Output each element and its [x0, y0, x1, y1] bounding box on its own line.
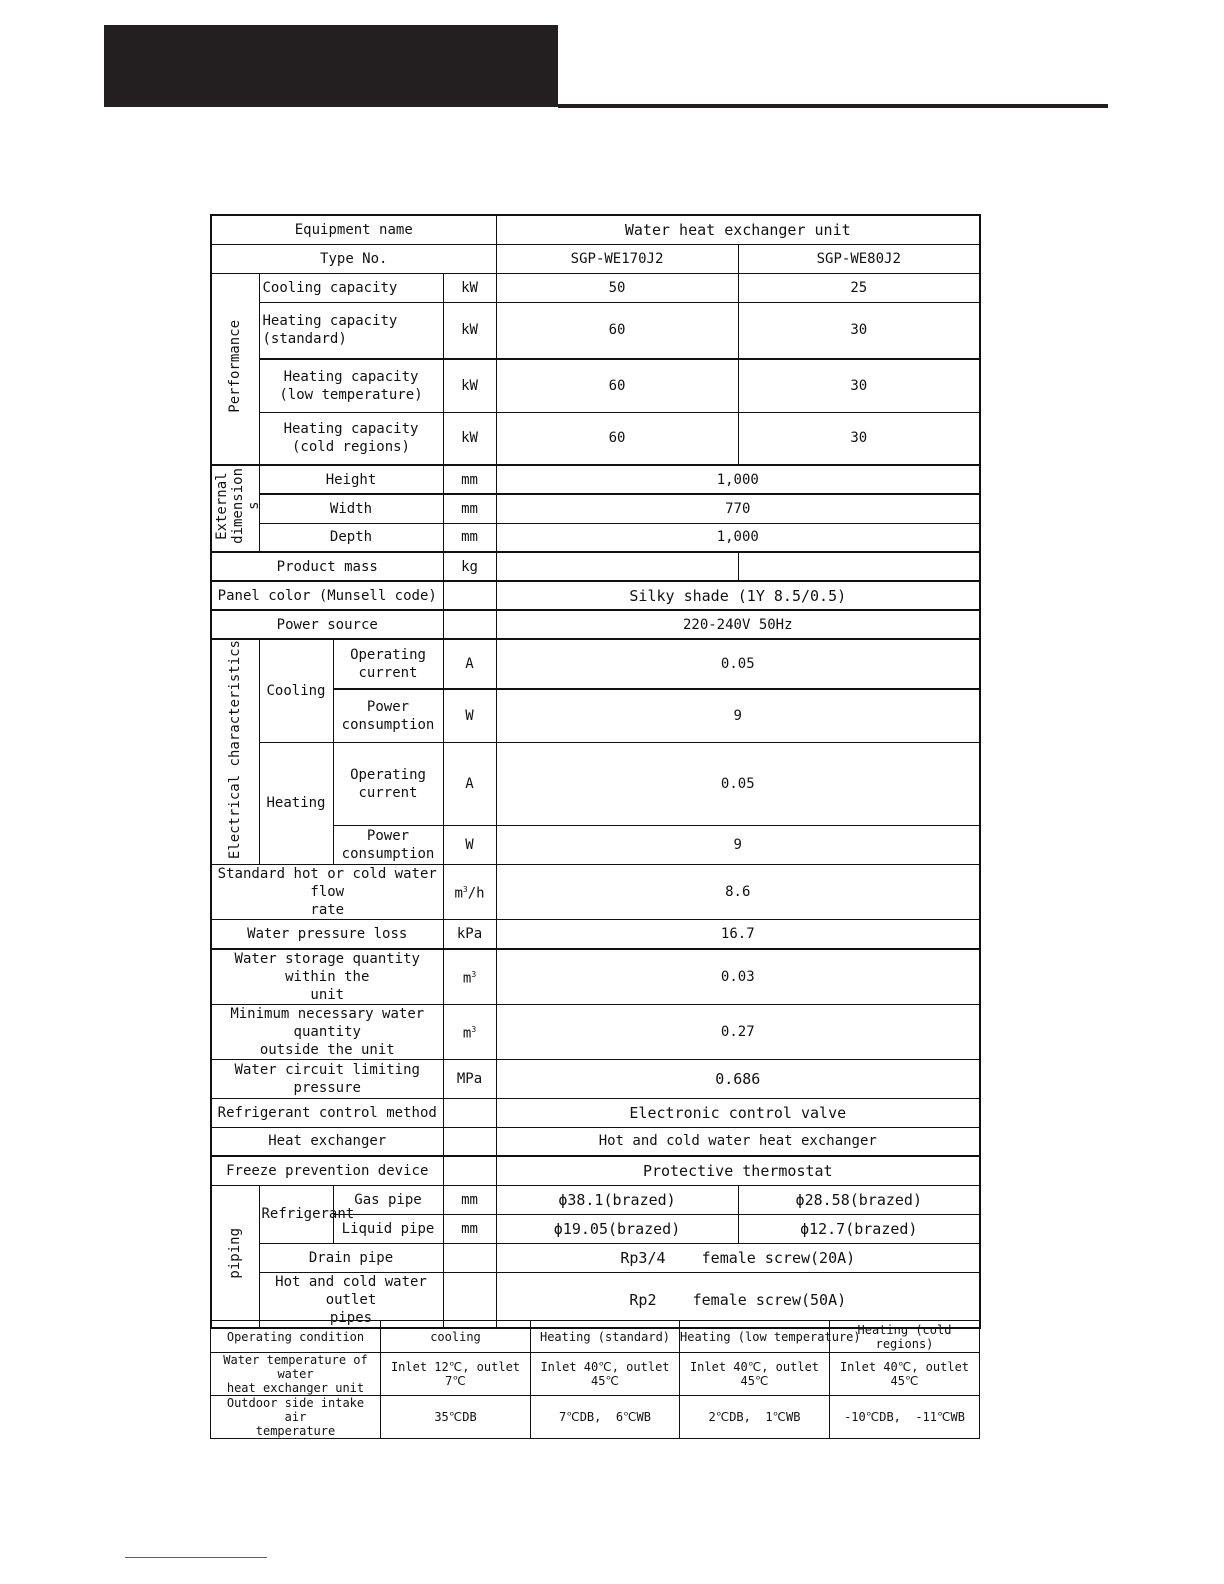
cell: Inlet 40℃, outlet 45℃	[680, 1353, 830, 1396]
table-row	[211, 494, 980, 523]
unit	[443, 581, 496, 610]
unit: kW	[443, 412, 496, 465]
table-row	[211, 581, 980, 610]
value: 0.05	[496, 742, 980, 826]
value: 1,000	[496, 523, 980, 552]
value: Rp3/4 female screw(20A)	[496, 1243, 980, 1272]
table-row	[211, 1127, 980, 1156]
value: 30	[738, 412, 980, 465]
freeze-label: Freeze prevention device	[211, 1156, 443, 1185]
power-consumption-label: Power consumption	[333, 689, 443, 742]
table-row	[211, 302, 980, 359]
table-row	[211, 1396, 980, 1439]
unit: $m^3$	[443, 949, 496, 1005]
value: Electronic control valve	[496, 1098, 980, 1127]
header-cell: Heating (cold regions)	[830, 1321, 980, 1353]
unit: A	[443, 742, 496, 826]
value	[496, 552, 738, 581]
value: 1,000	[496, 465, 980, 494]
value: 60	[496, 359, 738, 412]
gas-pipe-label: Gas pipe	[333, 1185, 443, 1214]
row-label: Outdoor side intake air temperature	[211, 1396, 381, 1439]
min-water-label: Minimum necessary water quantity outside the unit	[211, 1004, 443, 1059]
value: 50	[496, 273, 738, 302]
unit: mm	[443, 1185, 496, 1214]
value: ϕ12.7(brazed)	[738, 1214, 980, 1243]
specifications-table	[210, 214, 981, 1329]
unit: W	[443, 826, 496, 865]
unit: $m^3$	[443, 1004, 496, 1059]
panel-color-label: Panel color (Munsell code)	[211, 581, 443, 610]
unit: kPa	[443, 920, 496, 949]
cell: Inlet 40℃, outlet 45℃	[531, 1353, 680, 1396]
value: 8.6	[496, 865, 980, 920]
heating-capacity-low-label	[259, 359, 443, 412]
value: 30	[738, 302, 980, 359]
table-row	[211, 639, 980, 689]
storage-label: Water storage quantity within the unit	[211, 949, 443, 1005]
refrigerant-label: Refrigerant	[259, 1185, 333, 1243]
header-cell: Heating (standard)	[531, 1321, 680, 1353]
table-row	[211, 273, 980, 302]
table-row	[211, 920, 980, 949]
label-line: Heating capacity	[283, 368, 419, 385]
header-title-block	[104, 25, 558, 107]
value: 0.05	[496, 639, 980, 689]
unit: kW	[443, 273, 496, 302]
model-2: SGP-WE80J2	[738, 244, 980, 273]
value: 60	[496, 412, 738, 465]
table-row	[211, 1185, 980, 1214]
cooling-label: Cooling	[259, 639, 333, 742]
cell: -10℃DB, -11℃WB	[830, 1396, 980, 1439]
table-row	[211, 523, 980, 552]
electrical-group-label: Electrical characteristics	[227, 640, 244, 860]
power-consumption-label: Power consumption	[333, 826, 443, 865]
value: 30	[738, 359, 980, 412]
table-row	[211, 949, 980, 1005]
value: 770	[496, 494, 980, 523]
cooling-capacity-label: Cooling capacity	[259, 273, 443, 302]
unit: kW	[443, 302, 496, 359]
table-row	[211, 610, 980, 639]
value: Rp2 female screw(50A)	[496, 1272, 980, 1328]
table-row	[211, 465, 980, 494]
unit: W	[443, 689, 496, 742]
operating-current-label: Operating current	[333, 639, 443, 689]
value: Protective thermostat	[496, 1156, 980, 1185]
unit	[443, 1243, 496, 1272]
value: 9	[496, 826, 980, 865]
table-row	[211, 244, 980, 273]
liquid-pipe-label: Liquid pipe	[333, 1214, 443, 1243]
label-line: (cold regions)	[291, 439, 410, 456]
table-row	[211, 1156, 980, 1185]
flow-rate-label: Standard hot or cold water flow rate	[211, 865, 443, 920]
label-line: Heating capacity	[283, 421, 419, 438]
header-cell: Operating condition	[211, 1321, 381, 1353]
footer-rule	[125, 1557, 267, 1558]
unit: mm	[443, 523, 496, 552]
cell: Inlet 12℃, outlet 7℃	[381, 1353, 531, 1396]
unit: mm	[443, 494, 496, 523]
heating-capacity-standard-label: Heating capacity (standard)	[259, 302, 443, 359]
unit: kg	[443, 552, 496, 581]
type-no-label: Type No.	[211, 244, 496, 273]
performance-group-cell	[211, 273, 259, 465]
unit: mm	[443, 1214, 496, 1243]
value: 16.7	[496, 920, 980, 949]
value: 25	[738, 273, 980, 302]
unit	[443, 1127, 496, 1156]
table-row	[211, 1059, 980, 1098]
value: 0.03	[496, 949, 980, 1005]
product-mass-label: Product mass	[211, 552, 443, 581]
table-row	[211, 865, 980, 920]
operating-conditions-table	[210, 1320, 980, 1439]
operating-current-label: Operating current	[333, 742, 443, 826]
unit: MPa	[443, 1059, 496, 1098]
equipment-name-label: Equipment name	[211, 215, 496, 244]
table-row	[211, 1098, 980, 1127]
equipment-name-value: Water heat exchanger unit	[496, 215, 980, 244]
model-1: SGP-WE170J2	[496, 244, 738, 273]
width-label: Width	[259, 494, 443, 523]
value: 0.27	[496, 1004, 980, 1059]
header-cell: cooling	[381, 1321, 531, 1353]
electrical-group-cell	[211, 639, 259, 865]
value: ϕ28.58(brazed)	[738, 1185, 980, 1214]
dimensions-group-cell	[211, 465, 262, 552]
cell: Inlet 40℃, outlet 45℃	[830, 1353, 980, 1396]
unit	[443, 1156, 496, 1185]
unit: kW	[443, 359, 496, 412]
header-rule	[558, 104, 1108, 108]
unit	[443, 610, 496, 639]
cell: 2℃DB, 1℃WB	[680, 1396, 830, 1439]
piping-group-label: piping	[227, 1228, 244, 1279]
table-row	[211, 215, 980, 244]
unit: $m^3/h$	[443, 865, 496, 920]
value: 0.686	[496, 1059, 980, 1098]
unit	[443, 1098, 496, 1127]
table-row	[211, 359, 980, 412]
heat-exchanger-label: Heat exchanger	[211, 1127, 443, 1156]
drain-pipe-label: Drain pipe	[259, 1243, 443, 1272]
depth-label: Depth	[259, 523, 443, 552]
table-row	[211, 1353, 980, 1396]
unit: A	[443, 639, 496, 689]
value: 9	[496, 689, 980, 742]
hot-cold-outlet-label: Hot and cold water outlet pipes	[259, 1272, 443, 1328]
dimensions-group-label: External dimension s	[214, 468, 262, 544]
performance-group-label: Performance	[227, 319, 244, 413]
power-source-label: Power source	[211, 610, 443, 639]
table-row	[211, 1321, 980, 1353]
table-row	[211, 1243, 980, 1272]
cell: 35℃DB	[381, 1396, 531, 1439]
table-row	[211, 552, 980, 581]
row-label: Water temperature of water heat exchanger unit	[211, 1353, 381, 1396]
height-label: Height	[259, 465, 443, 494]
value: 60	[496, 302, 738, 359]
header-cell: Heating (low temperature)	[680, 1321, 830, 1353]
value: ϕ38.1(brazed)	[496, 1185, 738, 1214]
cell: 7℃DB, 6℃WB	[531, 1396, 680, 1439]
value: Silky shade (1Y 8.5/0.5)	[496, 581, 980, 610]
heating-capacity-cold-label	[259, 412, 443, 465]
value: ϕ19.05(brazed)	[496, 1214, 738, 1243]
table-row	[211, 412, 980, 465]
value	[738, 552, 980, 581]
refrigerant-control-label: Refrigerant control method	[211, 1098, 443, 1127]
limit-pressure-label: Water circuit limiting pressure	[211, 1059, 443, 1098]
heating-label: Heating	[259, 742, 333, 865]
table-row	[211, 1004, 980, 1059]
value: 220-240V 50Hz	[496, 610, 980, 639]
label-line: (low temperature)	[279, 386, 423, 403]
piping-group-cell	[211, 1185, 259, 1328]
pressure-loss-label: Water pressure loss	[211, 920, 443, 949]
unit: mm	[443, 465, 496, 494]
value: Hot and cold water heat exchanger	[496, 1127, 980, 1156]
table-row	[211, 742, 980, 826]
